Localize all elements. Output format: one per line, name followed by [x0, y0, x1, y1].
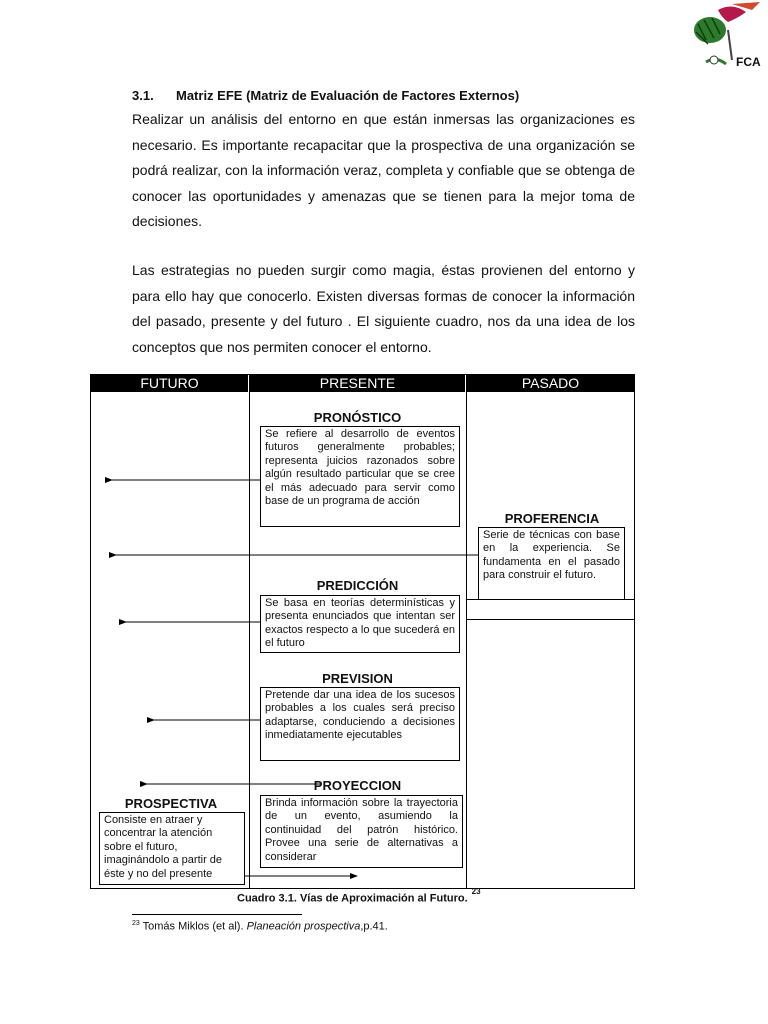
prospectiva-title: PROSPECTIVA [124, 796, 218, 811]
caption-footnote-ref: 23 [471, 887, 481, 896]
prevision-box: Pretende dar una idea de los sucesos probables a los cuales será preciso adaptarse, conduciendo a decisiones inmediatamente ejecutables [260, 687, 460, 761]
caption-text: Cuadro 3.1. Vías de Aproximación al Futuro. [237, 892, 468, 905]
paragraph-1: Realizar un análisis del entorno en que están inmersas las organizaciones es necesario. Es importante recapacitar que la prospectiva de una organización se podrá realizar, con la información veraz, completa y confiable que se obtenga de conocer las oportunidades y amenazas que se tienen para la mejor toma de decisiones. [132, 111, 635, 229]
proyeccion-box: Brinda información sobre la trayectoria de un evento, asumiendo la continuidad del patrón histórico. Provee una serie de alternativas a considerar [260, 795, 463, 868]
section-heading [132, 88, 519, 103]
pronostico-box: Se refiere al desarrollo de eventos futuros generalmente probables; representa juicios razonados sobre algún resultado particular que se cree el más adecuado para servir como base de un programa de acción [260, 426, 460, 527]
proyeccion-title: PROYECCION [313, 778, 402, 793]
column-header-futuro: FUTURO [91, 375, 248, 392]
footnote-number: 23 [132, 920, 140, 927]
footnote-author: Tomás Miklos (et al). [139, 920, 247, 933]
prediccion-title: PREDICCIÓN [316, 578, 399, 593]
prospectiva-box: Consiste en atraer y concentrar la atención sobre el futuro, imaginándolo a partir de éste y no del presente [99, 812, 245, 885]
figure-caption [237, 887, 481, 905]
footnote [132, 920, 388, 933]
pronostico-title: PRONÓSTICO [313, 410, 402, 425]
column-divider-right [466, 375, 467, 888]
pasado-separator-2 [466, 619, 634, 620]
paragraph-2: Las estrategias no pueden surgir como magia, éstas provienen del entorno y para ello hay que conocerlo. Existen diversas formas de conocer la información del pasado, presente y del futuro . El siguiente cuadro, nos da una idea de los conceptos que nos permiten conocer el entorno. [132, 262, 635, 355]
column-divider-left [249, 375, 250, 888]
institution-logo [688, 0, 768, 74]
column-header-presente: PRESENTE [250, 375, 465, 392]
proferencia-title: PROFERENCIA [504, 511, 600, 526]
footnote-separator [132, 914, 302, 915]
section-number: 3.1. [132, 88, 154, 103]
column-header-pasado: PASADO [467, 375, 634, 392]
footnote-work: Planeación prospectiva [246, 920, 361, 933]
svg-text:FCA: FCA [736, 55, 761, 69]
prevision-title: PREVISION [322, 671, 393, 686]
footnote-page: ,p.41. [360, 920, 388, 933]
prediccion-box: Se basa en teorías determinísticas y presenta enunciados que intentan ser exactos respecto a lo que sucederá en el futuro [260, 595, 460, 653]
proferencia-box: Serie de técnicas con base en la experiencia. Se fundamenta en el pasado para construir el futuro. [478, 527, 625, 600]
section-title: Matriz EFE (Matriz de Evaluación de Factores Externos) [176, 88, 520, 103]
